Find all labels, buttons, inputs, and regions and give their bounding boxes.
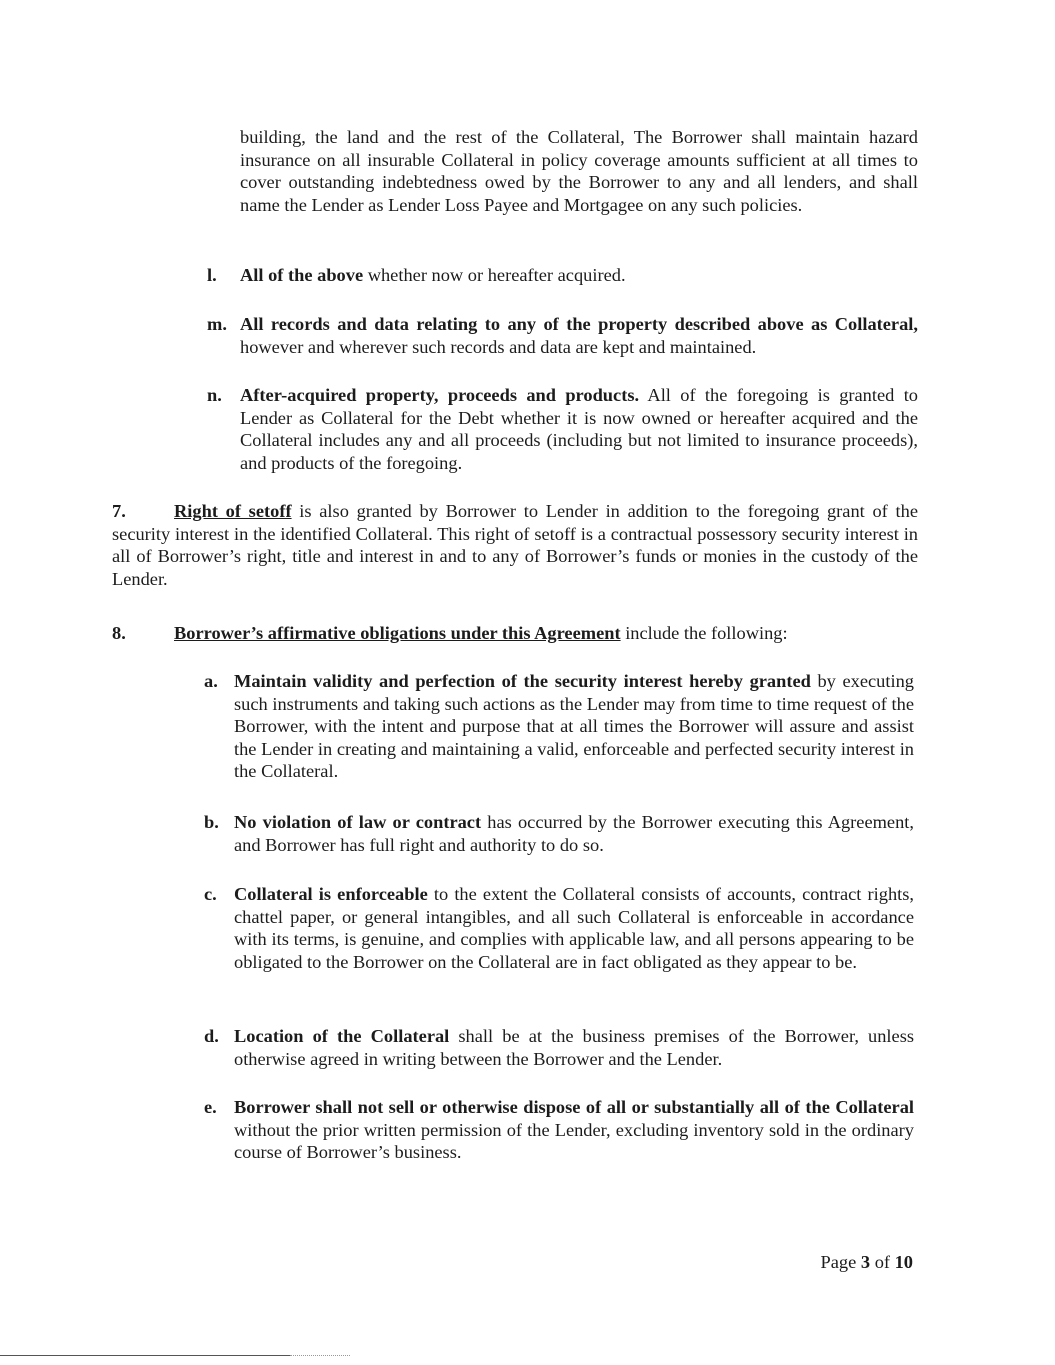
bottom-rule [0,1355,290,1356]
item-l-body: whether now or hereafter acquired. [363,265,626,285]
item-a-marker: a. [204,671,218,691]
page-number-footer [821,1251,913,1273]
item-b-marker: b. [204,812,219,832]
item-c-heading: Collateral is enforceable [234,884,428,904]
item-c-marker: c. [204,884,217,904]
item-d-heading: Location of the Collateral [234,1026,450,1046]
item-e [234,1096,914,1164]
item-c [234,883,914,973]
section-7-number: 7. [112,501,126,521]
section-8-heading: Borrower’s affirmative obligations under this Agreement [174,623,621,643]
item-b-heading: No violation of law or contract [234,812,482,832]
item-n-body: All of the foregoing is granted to Lender as Collateral for the Debt whether it is now owned or hereafter acquired and the Collateral includes any and all proceeds (including but not limited to insurance proceeds), and products of the foregoing. [240,385,918,473]
item-l [240,264,918,287]
of-label: of [870,1252,895,1272]
page-number: 3 [860,1252,871,1272]
bottom-rule-dotted [290,1355,350,1357]
item-a-body: by executing such instruments and taking such actions as the Lender may from time to time request of the Borrower, with the intent and purpose that at all times the Borrower will assure and assist the Lender in creating and maintaining a valid, enforceable and perfected security interest in the Collateral. [234,671,914,781]
item-b-body: has occurred by the Borrower executing this Agreement, and Borrower has full right and authority to do so. [234,812,914,855]
continuation-paragraph [240,126,918,216]
item-a [234,670,914,783]
item-n [240,384,918,474]
section-8-body: include the following: [620,623,788,643]
item-a-heading: Maintain validity and perfection of the security interest hereby granted [234,671,811,691]
item-n-heading: After-acquired property, proceeds and products. [240,385,640,405]
item-m-heading: All records and data relating to any of the property described above as Collateral, [240,314,918,334]
section-7 [112,500,918,590]
item-b [234,811,914,856]
page-label: Page [820,1252,861,1272]
item-l-heading: All of the above [240,265,364,285]
item-e-marker: e. [204,1097,217,1117]
item-m-marker: m. [207,314,227,334]
item-l-marker: l. [207,265,217,285]
section-8-number: 8. [112,623,126,643]
section-7-body: is also granted by Borrower to Lender in addition to the foregoing grant of the security interest in the identified Collateral. This right of setoff is a contractual possessory security interest in all of Borrower’s right, title and interest in and to any of Borrower’s funds or monies in the custody of the Lender. [112,501,918,589]
item-e-heading: Borrower shall not sell or otherwise dispose of all or substantially all of the Collateral [234,1097,914,1117]
item-d-body: shall be at the business premises of the Borrower, unless otherwise agreed in writing between the Borrower and the Lender. [234,1026,915,1069]
page-total: 10 [894,1252,913,1272]
item-m [240,313,918,358]
item-c-body: to the extent the Collateral consists of accounts, contract rights, chattel paper, or general intangibles, and all such Collateral is enforceable in accordance with its terms, is genuine, and complies with applicable law, and all persons appearing to be obligated to the Borrower on the Collateral are in fact obligated as they appear to be. [234,884,915,972]
item-n-marker: n. [207,385,222,405]
item-m-body: however and wherever such records and data are kept and maintained. [240,336,757,357]
item-d-marker: d. [204,1026,219,1046]
item-d [234,1025,914,1070]
item-e-body: without the prior written permission of the Lender, excluding inventory sold in the ordinary course of Borrower’s business. [234,1119,914,1162]
continuation-text: building, the land and the rest of the Collateral, The Borrower shall maintain hazard insurance on all insurable Collateral in policy coverage amounts sufficient at all times to cover outstanding indebtedness owed by the Borrower to any and all lenders, and shall name the Lender as Lender Loss Payee and Mortgagee on any such policies. [240,127,918,215]
section-8 [112,622,918,645]
section-7-heading: Right of setoff [174,501,292,521]
